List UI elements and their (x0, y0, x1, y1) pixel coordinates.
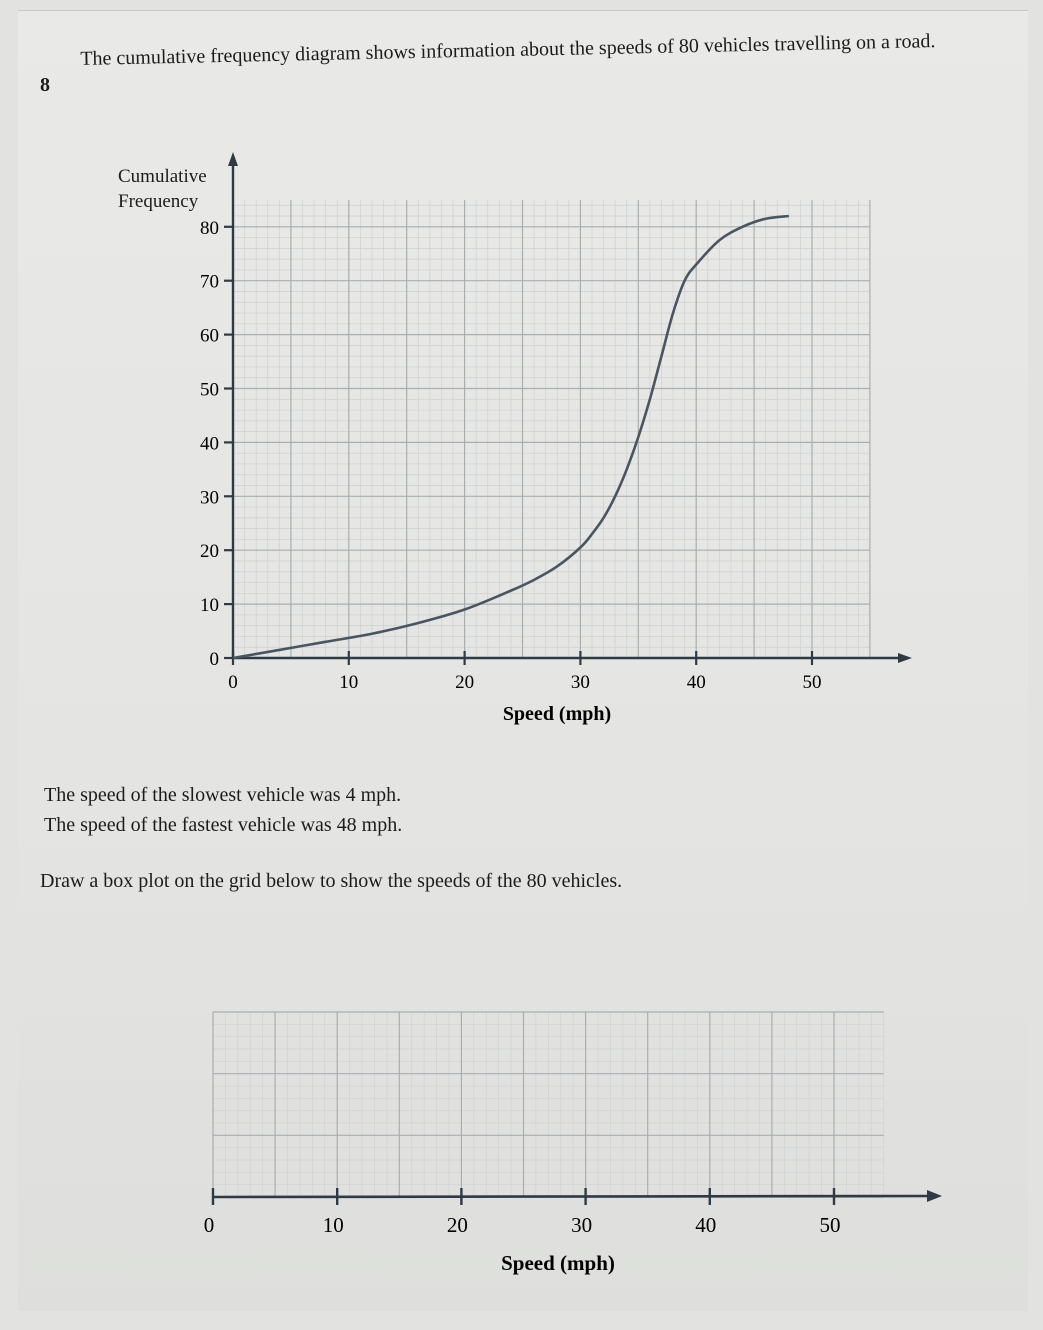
x-axis (213, 1196, 932, 1197)
x-tick-label: 50 (802, 672, 822, 693)
x-axis-arrow (927, 1190, 942, 1202)
y-tick-label: 60 (200, 325, 219, 347)
x-tick-label: 40 (695, 1213, 717, 1237)
x-tick-label: 0 (203, 1213, 215, 1237)
y-axis-arrow (228, 152, 238, 166)
x-tick-label: 30 (570, 672, 590, 693)
x-tick-label: 10 (322, 1213, 344, 1237)
y-tick-label: 70 (200, 271, 219, 293)
slowest-vehicle-text: The speed of the slowest vehicle was 4 mph. (44, 784, 402, 806)
question-number: 8 (40, 74, 50, 96)
y-tick-label: 0 (209, 649, 219, 670)
x-tick-label: 40 (686, 672, 706, 693)
x-tick-label: 10 (339, 672, 359, 693)
y-label-line: Frequency (118, 191, 199, 212)
question-text: The cumulative frequency diagram shows information about the speeds of 80 vehicles travelling on a road. (80, 30, 936, 70)
x-tick-label: 20 (455, 672, 475, 693)
box-plot-x-label: Speed (mph) (501, 1251, 615, 1275)
x-axis-arrow (898, 653, 912, 663)
y-tick-label: 20 (200, 541, 219, 563)
box-plot-grid[interactable] (0, 990, 1043, 1330)
fastest-vehicle-text: The speed of the fastest vehicle was 48 mph. (44, 814, 403, 836)
y-tick-label: 40 (200, 433, 219, 455)
y-tick-label: 10 (200, 595, 219, 617)
y-tick-label: 80 (200, 217, 219, 239)
y-tick-label: 30 (200, 487, 219, 509)
y-label-line: Cumulative (118, 166, 207, 187)
x-tick-label: 30 (571, 1213, 593, 1237)
x-tick-label: 50 (819, 1213, 841, 1237)
y-tick-label: 50 (200, 379, 219, 401)
x-tick-label: 0 (228, 672, 238, 693)
box-plot-instruction: Draw a box plot on the grid below to show the speeds of the 80 vehicles. (40, 870, 623, 892)
cumulative-chart-x-label: Speed (mph) (502, 703, 612, 725)
x-tick-label: 20 (446, 1213, 468, 1237)
